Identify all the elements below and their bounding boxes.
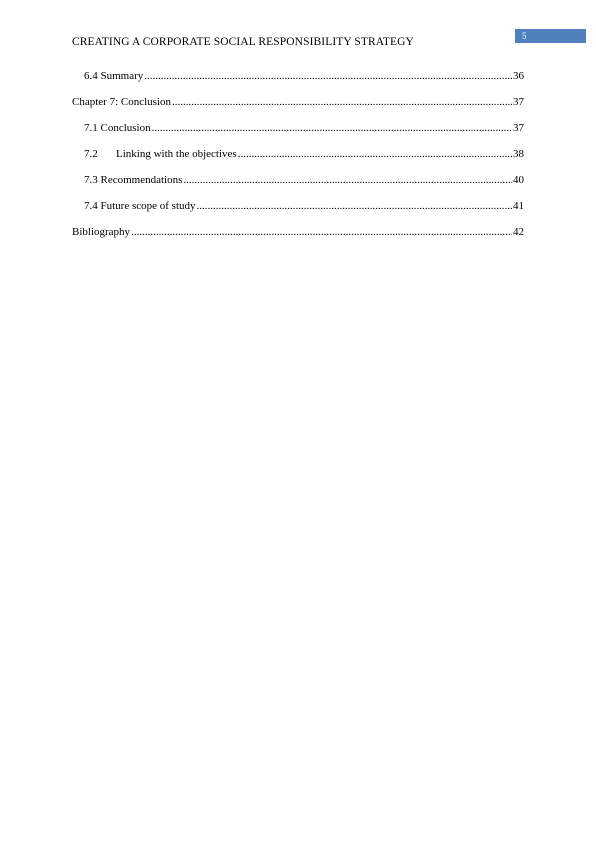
toc-entry-page-number: 38 — [513, 148, 524, 160]
toc-entry-label: 7.1 Conclusion — [84, 122, 151, 134]
toc-dot-leader — [183, 174, 512, 186]
toc-entry-page-number: 40 — [513, 174, 524, 186]
toc-entry-bibliography[interactable] — [72, 226, 524, 252]
toc-entry-conclusion-7-1[interactable] — [72, 122, 524, 148]
toc-entry-label: 7.3 Recommendations — [84, 174, 183, 186]
toc-entry-page-number: 41 — [513, 200, 524, 212]
toc-entry-summary-6-4[interactable] — [72, 70, 524, 96]
toc-dot-leader — [172, 96, 512, 108]
toc-dot-leader — [144, 70, 512, 82]
toc-entry-label: Bibliography — [72, 226, 131, 238]
toc-dot-leader — [197, 200, 512, 212]
toc-dot-leader — [238, 148, 512, 160]
toc-entry-label: 7.4 Future scope of study — [84, 200, 196, 212]
toc-entry-label: 6.4 Summary — [84, 70, 144, 82]
table-of-contents — [72, 70, 524, 252]
toc-entry-page-number: 37 — [513, 122, 524, 134]
toc-entry-chapter-7-conclusion[interactable] — [72, 96, 524, 122]
page-number-badge: 5 — [515, 29, 586, 43]
toc-entry-recommendations-7-3[interactable] — [72, 174, 524, 200]
toc-dot-leader — [152, 122, 512, 134]
toc-entry-page-number: 42 — [513, 226, 524, 238]
toc-dot-leader — [131, 226, 512, 238]
running-header-title: CREATING A CORPORATE SOCIAL RESPONSIBILITY STRATEGY — [72, 36, 414, 48]
toc-entry-label: Linking with the objectives — [116, 148, 237, 160]
toc-entry-page-number: 36 — [513, 70, 524, 82]
toc-entry-future-scope-7-4[interactable] — [72, 200, 524, 226]
toc-entry-page-number: 37 — [513, 96, 524, 108]
toc-entry-number: 7.2 — [84, 148, 98, 160]
toc-entry-linking-objectives-7-2[interactable] — [72, 148, 524, 174]
toc-entry-label: Chapter 7: Conclusion — [72, 96, 171, 108]
